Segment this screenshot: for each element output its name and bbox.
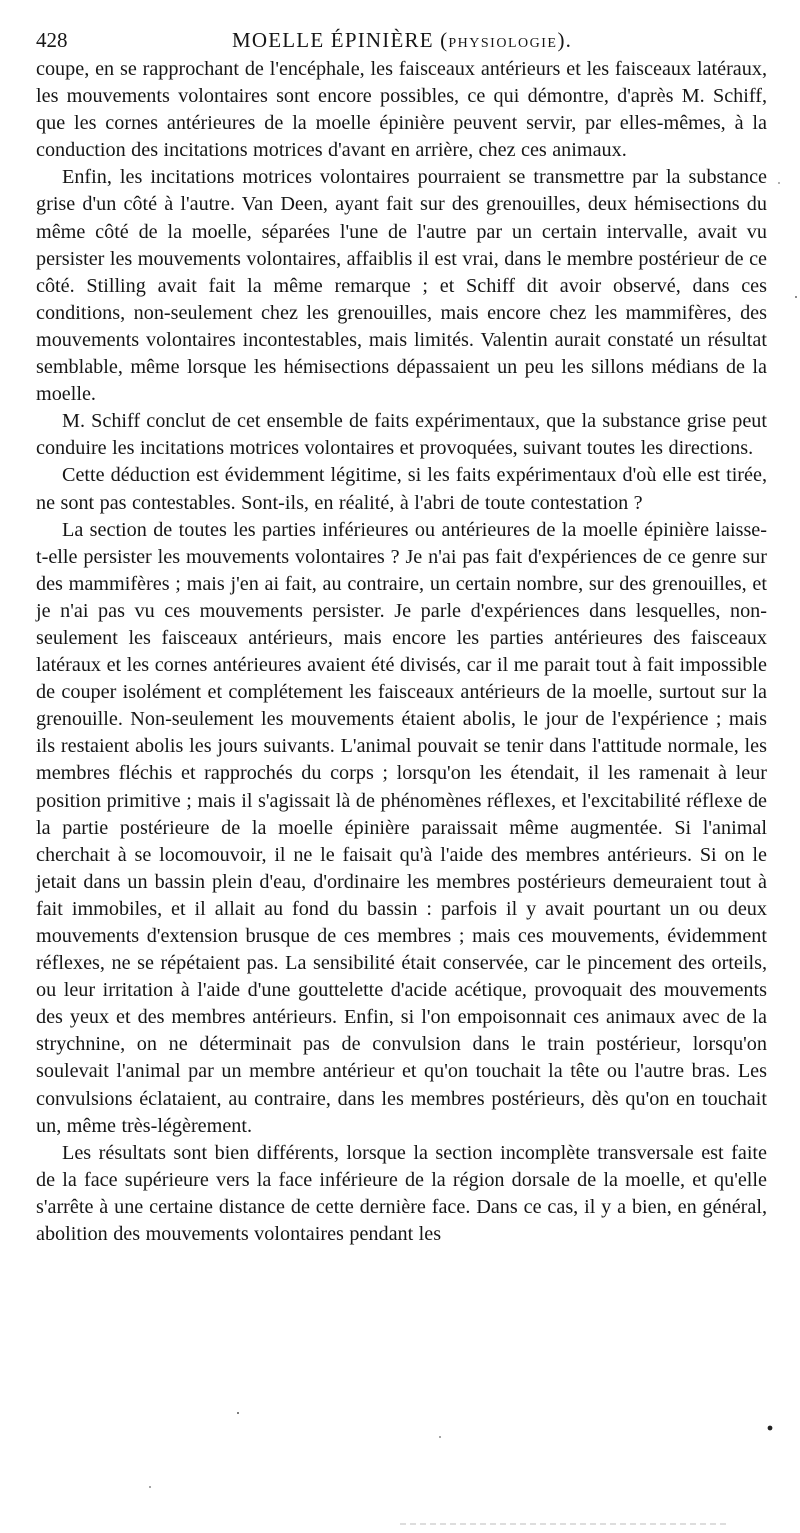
ink-speck bbox=[795, 296, 797, 298]
running-title-open: ( bbox=[433, 28, 449, 52]
body-text bbox=[36, 56, 767, 1248]
paragraph-continued: coupe, en se rapprochant de l'encéphale, les faisceaux antérieurs et les faisceaux latéraux, les mouvements volontaires sont encore possibles, ce qui démontre, d'après M. Schiff, que les cornes antérieures de la moelle épinière peuvent servir, par elles-mêmes, à la conduction des incitations motrices d'avant en arrière, chez ces animaux. bbox=[36, 58, 767, 162]
ink-speck bbox=[149, 1486, 151, 1488]
running-head bbox=[36, 24, 767, 56]
paragraph-deduction: Cette déduction est évidemment légitime, si les faits expérimentaux d'où elle est tirée, ne sont pas contestables. Sont-ils, en réalité, à l'abri de toute contestation ? bbox=[36, 464, 767, 514]
ink-speck bbox=[778, 182, 780, 184]
paragraph-schiff-conclusion: M. Schiff conclut de cet ensemble de faits expérimentaux, que la substance grise peut conduire les incitations motrices volontaires et provoquées, suivant toutes les directions. bbox=[36, 410, 767, 460]
ink-speck bbox=[768, 1426, 773, 1431]
running-title bbox=[232, 24, 572, 60]
ink-speck bbox=[439, 1436, 441, 1438]
book-page bbox=[36, 24, 767, 1248]
page-number: 428 bbox=[36, 28, 68, 52]
paragraph-frog-experiments: La section de toutes les parties inférieures ou antérieures de la moelle épinière laisse-t-elle persister les mouvements volontaires ? Je n'ai pas fait d'expériences de ce genre sur des mammifères ; mais j'en ai fait, au contraire, un certain nombre, sur des grenouilles, et je n'ai pas vu ces mouvements persister. Je parle d'expériences dans lesquelles, non-seulement les faisceaux antérieurs, mais encore les parties antérieures des faisceaux latéraux et les cornes antérieures avaient été divisés, car il me parait tout à fait impossible de couper isolément et complétement les faisceaux antérieurs de la moelle, surtout sur la grenouille. Non-seulement les mouvements étaient abolis, le jour de l'expérience ; mais ils restaient abolis les jours suivants. L'animal pouvait se tenir dans l'attitude normale, les membres fléchis et rapprochés du corps ; lorsqu'on les étendait, il les ramenait à leur position primitive ; mais il s'agissait là de phénomènes réflexes, et l'excitabilité réflexe de la partie postérieure de la moelle épinière paraissait même augmentée. Si l'animal cherchait à se locomouvoir, il ne le faisait qu'à l'aide des membres antérieurs. Si on le jetait dans un bassin plein d'eau, d'ordinaire les membres postérieurs demeuraient tout à fait immobiles, et il allait au fond du bassin : parfois il y avait pourtant un ou deux mouvements d'extension brusque de ces membres ; mais ces mouvements, évidemment réflexes, ne se répétaient pas. La sensibilité était conservée, car le pincement des orteils, ou leur irritation à l'aide d'une gouttelette d'acide acétique, provoquait des mouvements des yeux et des membres antérieurs. Enfin, si l'on empoisonnait ces animaux avec de la strychnine, on ne déterminait pas de convulsion dans le train postérieur, lorsqu'on soulevait l'animal par un membre antérieur et qu'on touchait la tête ou l'autre bras. Les convulsions éclataient, au contraire, dans les membres postérieurs, dès qu'on en touchait un, même très-légèrement. bbox=[36, 518, 767, 1137]
running-title-main: MOELLE ÉPINIÈRE bbox=[232, 28, 434, 52]
running-title-close: ). bbox=[557, 28, 573, 52]
paragraph-incomplete-section: Les résultats sont bien différents, lorsque la section incomplète transversale est faite de la face supérieure vers la face inférieure de la région dorsale de la moelle, et qu'elle s'arrête à une certaine distance de cette dernière face. Dans ce cas, il y a bien, en général, abolition des mouvements volontaires pendant les bbox=[36, 1141, 767, 1246]
ink-speck bbox=[237, 1412, 239, 1414]
paragraph-gray-matter-transmission: Enfin, les incitations motrices volontaires pourraient se transmettre par la substance grise d'un côté à l'autre. Van Deen, ayant fait sur des grenouilles, deux hémisections du même côté de la moelle, séparées l'une de l'autre par un certain intervalle, avait vu persister les mouvements volontaires, affaiblis il est vrai, dans le membre postérieur de ce côté. Stilling avait fait la même remarque ; et Schiff dit avoir observé, dans ces conditions, non-seulement chez les grenouilles, mais encore chez les mammifères, des mouvements volontaires incontestables, mais limités. Valentin aurait constaté un résultat semblable, même lorsque les hémisections dépassaient un peu les sillons médians de la moelle. bbox=[36, 166, 767, 406]
running-title-subject: PHYSIOLOGIE bbox=[448, 36, 558, 51]
